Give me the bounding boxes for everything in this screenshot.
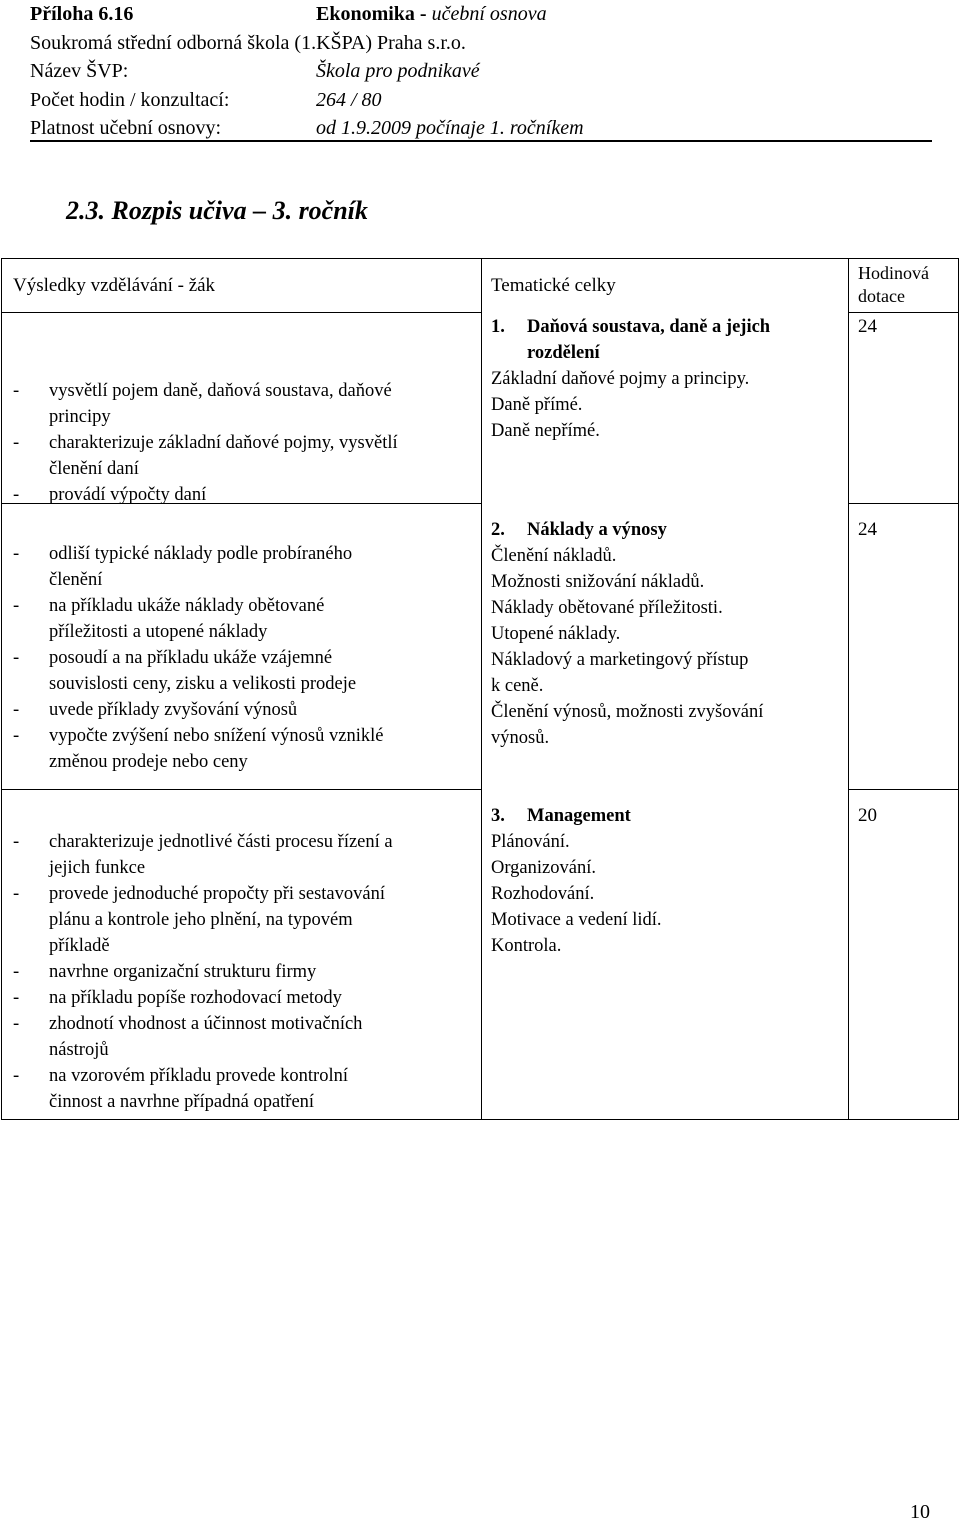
topic-title: rozdělení xyxy=(527,343,600,363)
column-header-outcomes: Výsledky vzdělávání - žák xyxy=(13,275,216,296)
column-header-topics: Tematické celky xyxy=(491,275,616,296)
hours-value: 24 xyxy=(858,519,877,540)
svp-value: Škola pro podnikavé xyxy=(316,60,480,82)
bullet-dash: - xyxy=(13,544,20,564)
topic-number: 2. xyxy=(491,520,505,540)
page-number: 10 xyxy=(910,1501,930,1523)
outcomes-list xyxy=(13,829,393,1115)
outcome-item xyxy=(13,1011,393,1063)
outcome-item xyxy=(13,1063,393,1115)
topic-item: Členění výnosů, možnosti zvyšování xyxy=(491,702,764,722)
hours-label: Počet hodin / konzultací: xyxy=(30,88,230,111)
outcome-item xyxy=(13,697,383,723)
outcome-line: vypočte zvýšení nebo snížení výnosů vzniklé xyxy=(49,726,384,746)
attachment-label: Příloha 6.16 xyxy=(30,3,134,25)
topic-item: Možnosti snižování nákladů. xyxy=(491,572,705,592)
topic-item: Organizování. xyxy=(491,858,596,878)
header-row-attachment xyxy=(30,0,932,29)
section-title: 2.3. Rozpis učiva – 3. ročník xyxy=(66,196,368,225)
header-row-school xyxy=(30,29,932,58)
outcome-line: členění xyxy=(49,570,103,590)
topic-title: 3. Management xyxy=(491,803,662,829)
outcomes-list xyxy=(13,378,398,508)
outcome-line: uvede příklady zvyšování výnosů xyxy=(49,700,298,720)
topic-item: Motivace a vedení lidí. xyxy=(491,910,662,930)
outcome-line: charakterizuje jednotlivé části procesu řízení a xyxy=(49,832,393,852)
bullet-dash: - xyxy=(13,962,20,982)
topic-item: výnosů. xyxy=(491,728,550,748)
header-row-separator xyxy=(2,312,481,313)
outcome-line: souvislosti ceny, zisku a velikosti prodeje xyxy=(49,674,357,694)
outcome-line: členění daní xyxy=(49,459,139,479)
outcome-item xyxy=(13,959,393,985)
topic-item: Náklady obětované příležitosti. xyxy=(491,598,723,618)
outcome-item xyxy=(13,541,383,593)
column-header-hours-2: dotace xyxy=(858,286,905,306)
row-separator-hours xyxy=(848,789,959,790)
validity-value: od 1.9.2009 počínaje 1. ročníkem xyxy=(316,117,584,139)
bullet-dash: - xyxy=(13,648,20,668)
validity-label: Platnost učební osnovy: xyxy=(30,117,222,139)
topic-title: 1. Daňová soustava, daně a jejich xyxy=(491,314,770,340)
topic-title: 2. Náklady a výnosy xyxy=(491,517,763,543)
outcome-line: vysvětlí pojem daně, daňová soustava, daňové xyxy=(49,381,392,401)
outcome-item xyxy=(13,881,393,959)
bullet-dash: - xyxy=(13,700,20,720)
outcome-line: navrhne organizační strukturu firmy xyxy=(49,962,317,982)
outcome-item xyxy=(13,985,393,1011)
outcome-line: na příkladu ukáže náklady obětované xyxy=(49,596,325,616)
school-name: Soukromá střední odborná škola (1.KŠPA) Praha s.r.o. xyxy=(30,31,466,54)
topic-item: Rozhodování. xyxy=(491,884,595,904)
outcome-line: jejich funkce xyxy=(49,858,146,878)
outcome-item xyxy=(13,645,383,697)
row-separator-hours xyxy=(848,503,959,504)
header-row-svp xyxy=(30,57,932,86)
bullet-dash: - xyxy=(13,832,20,852)
topic-item: Kontrola. xyxy=(491,936,562,956)
outcome-line: provádí výpočty daní xyxy=(49,485,207,505)
outcome-line: plánu a kontrole jeho plnění, na typovém xyxy=(49,910,353,930)
topic-item: Plánování. xyxy=(491,832,570,852)
header-row-hours xyxy=(30,86,932,115)
column-divider-1 xyxy=(481,259,482,1119)
topic-item: Členění nákladů. xyxy=(491,546,617,566)
bullet-dash: - xyxy=(13,884,20,904)
outcome-line: nástrojů xyxy=(49,1040,109,1060)
bullet-dash: - xyxy=(13,726,20,746)
bullet-dash: - xyxy=(13,988,20,1008)
outcome-line: provede jednoduché propočty při sestavování xyxy=(49,884,385,904)
hours-value: 264 / 80 xyxy=(316,88,382,111)
outcome-line: charakterizuje základní daňové pojmy, vysvětlí xyxy=(49,433,398,453)
outcome-item xyxy=(13,378,398,430)
outcome-line: posoudí a na příkladu ukáže vzájemné xyxy=(49,648,333,668)
outcome-line: na příkladu popíše rozhodovací metody xyxy=(49,988,342,1008)
outcome-item xyxy=(13,593,383,645)
column-header-hours-1: Hodinová xyxy=(858,263,929,283)
bullet-dash: - xyxy=(13,485,20,505)
outcome-line: příležitosti a utopené náklady xyxy=(49,622,268,642)
topic-item: k ceně. xyxy=(491,676,544,696)
outcome-line: principy xyxy=(49,407,111,427)
topic-item: Nákladový a marketingový přístup xyxy=(491,650,749,670)
outcome-line: zhodnotí vhodnost a účinnost motivačních xyxy=(49,1014,363,1034)
row-separator xyxy=(2,789,481,790)
outcome-line: na vzorovém příkladu provede kontrolní xyxy=(49,1066,348,1086)
topic-item: Utopené náklady. xyxy=(491,624,621,644)
outcome-item xyxy=(13,723,383,775)
header-divider xyxy=(30,140,932,142)
document-header xyxy=(30,0,932,143)
hours-value: 20 xyxy=(858,805,877,826)
outcome-line: změnou prodeje nebo ceny xyxy=(49,752,248,772)
hours-value: 24 xyxy=(858,316,877,337)
header-row-validity xyxy=(30,114,932,143)
bullet-dash: - xyxy=(13,1014,20,1034)
bullet-dash: - xyxy=(13,596,20,616)
curriculum-table xyxy=(1,258,959,1120)
outcomes-list xyxy=(13,541,383,775)
topic-item: Základní daňové pojmy a principy. xyxy=(491,369,750,389)
outcome-line: odliší typické náklady podle probíraného xyxy=(49,544,353,564)
topic-block xyxy=(491,803,662,959)
topic-block xyxy=(491,314,770,444)
outcome-line: příkladě xyxy=(49,936,110,956)
subject-title: Ekonomika - učební osnova xyxy=(316,3,547,25)
topic-item: Daně nepřímé. xyxy=(491,421,600,441)
bullet-dash: - xyxy=(13,433,20,453)
column-divider-2 xyxy=(848,259,849,1119)
outcome-item xyxy=(13,430,398,482)
outcome-item xyxy=(13,482,398,508)
bullet-dash: - xyxy=(13,1066,20,1086)
outcome-item xyxy=(13,829,393,881)
topic-item: Daně přímé. xyxy=(491,395,583,415)
svp-label: Název ŠVP: xyxy=(30,60,129,82)
header-row-separator-hours xyxy=(848,312,959,313)
topic-block xyxy=(491,517,763,751)
bullet-dash: - xyxy=(13,381,20,401)
topic-number: 1. xyxy=(491,317,505,337)
topic-number: 3. xyxy=(491,806,505,826)
outcome-line: činnost a navrhne případná opatření xyxy=(49,1092,315,1112)
